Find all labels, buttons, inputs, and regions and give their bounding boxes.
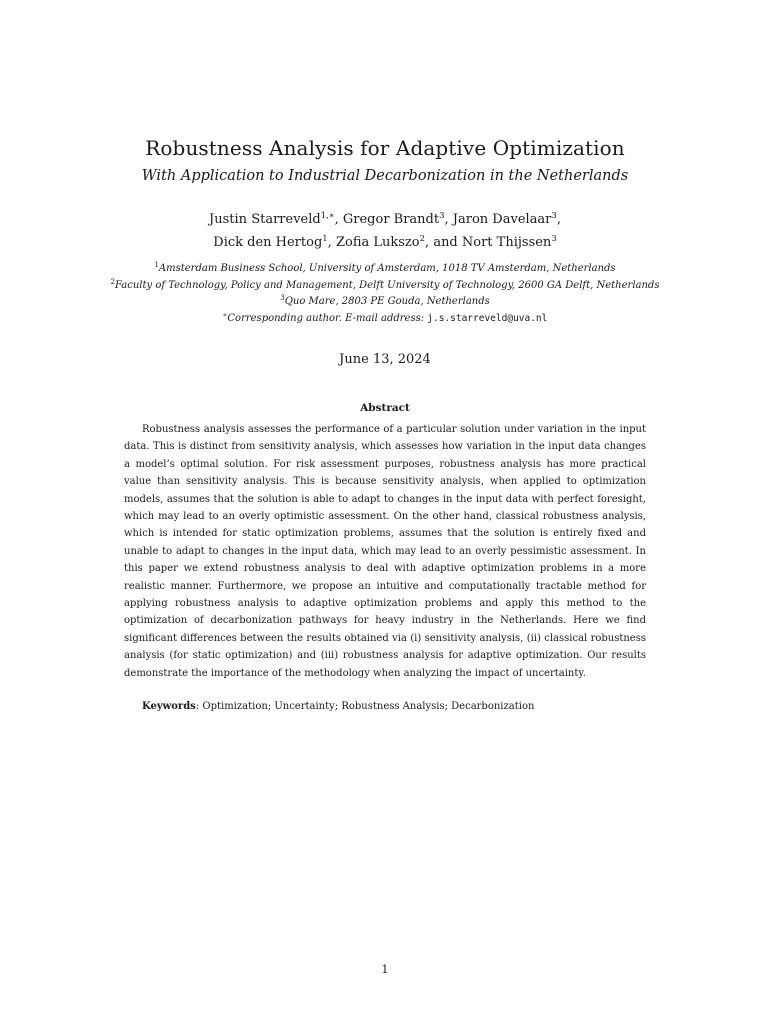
author-affil-mark: 1 xyxy=(322,234,328,244)
author-affil-mark: 1,∗ xyxy=(320,211,335,221)
email-address: j.s.starreveld@uva.nl xyxy=(427,312,548,324)
paper-title: Robustness Analysis for Adaptive Optimization xyxy=(145,136,625,160)
author-name: Gregor Brandt xyxy=(342,212,440,227)
author-affil-mark: 3 xyxy=(551,234,557,244)
keywords xyxy=(142,701,662,712)
author-name: Jaron Davelaar xyxy=(452,212,552,227)
affiliation-1: $^1$Amsterdam Business School, University of Amsterdam, 1018 TV Amsterdam, Netherlands xyxy=(154,261,616,274)
abstract-text: Robustness analysis assesses the performance of a particular solution under variation in the input data. This is distinct from sensitivity analysis, which assesses how variation in the input data changes a model’s optimal solution. For risk assessment purposes, robustness analysis has more practical value than sensitivity analysis. This is because sensitivity analysis, when applied to optimization models, assumes that the solution is able to adapt to changes in the input data with perfect foresight, which may lead to an overly optimistic assessment. On the other hand, classical robustness analysis, which is intended for static optimization problems, assumes that the solution is entirely fixed and unable to adapt to changes in the input data, which may lead to an overly pessimistic assessment. In this paper we extend robustness analysis to deal with adaptive optimization problems in a more realistic manner. Furthermore, we propose an intuitive and computationally tractable method for applying robustness analysis to adaptive optimization problems and apply this method to the optimization of decarbonization pathways for heavy industry in the Netherlands. Here we find significant differences between the results obtained via (i) sensitivity analysis, (ii) classical robustness analysis (for static optimization) and (iii) robustness analysis for adaptive optimization. Our results demonstrate the importance of the methodology when analyzing the impact of uncertainty. xyxy=(124,424,646,679)
keywords-text: : Optimization; Uncertainty; Robustness Analysis; Decarbonization xyxy=(195,701,535,712)
affiliation-3: $^3$Quo Mare, 2803 PE Gouda, Netherlands xyxy=(280,294,490,307)
author-name: Zofia Lukszo xyxy=(335,235,420,250)
publication-date: June 13, 2024 xyxy=(339,352,431,367)
author-name: and Nort Thijssen xyxy=(433,235,552,250)
author-affil-mark: 3 xyxy=(439,211,445,221)
page-number: 1 xyxy=(381,963,389,976)
affiliation-2: $^2$Faculty of Technology, Policy and Management, Delft University of Technology, 2600 GA Delft, Netherlands xyxy=(110,277,660,291)
author-affil-mark: 2 xyxy=(419,234,426,244)
author-line-2: Dick den Hertog$^1$, Zofia Lukszo$^2$, and Nort Thijssen$^3$ xyxy=(213,234,557,250)
author-name: Justin Starreveld xyxy=(209,212,321,227)
author-name: Dick den Hertog xyxy=(213,235,323,250)
abstract-heading: Abstract xyxy=(360,402,410,414)
author-affil-mark: 3 xyxy=(551,211,557,221)
corresponding-author: ∗Corresponding author. E-mail address: j.s.starreveld@uva.nl xyxy=(222,310,548,324)
paper-subtitle: With Application to Industrial Decarbonization in the Netherlands xyxy=(141,168,629,184)
author-list xyxy=(0,208,770,254)
keywords-label: Keywords xyxy=(142,701,196,712)
affiliation-list xyxy=(0,261,770,327)
author-line-1: Justin Starreveld$^{1,∗}$, Gregor Brandt$^3$, Jaron Davelaar$^3$, xyxy=(209,211,561,227)
